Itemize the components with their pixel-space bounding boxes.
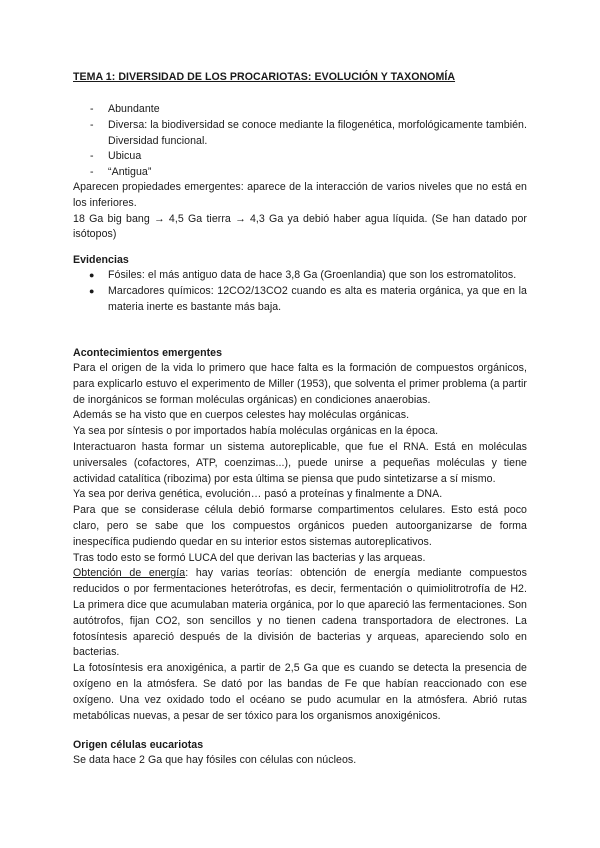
section-heading-acontecimientos: Acontecimientos emergentes <box>73 347 223 359</box>
acontecimientos-body <box>73 361 527 724</box>
list-item-text: Marcadores químicos: 12CO2/13CO2 cuando es alta es materia orgánica, ya que en la materia inerte es bastante más baja. <box>108 284 527 313</box>
list-item <box>73 149 527 165</box>
list-item-text: Ubicua <box>108 150 142 163</box>
section-heading-eucariotas: Origen células eucariotas <box>73 739 204 751</box>
list-marker: - <box>90 118 94 131</box>
paragraph: Para el origen de la vida lo primero que hace falta es la formación de compuestos orgánicos, para explicarlo estuvo el experimento de Miller (1953), que solventa el primer problema (a partir de inorgánicos se forman moléculas orgánicas) en condiciones anaerobias. <box>73 362 527 406</box>
list-marker: - <box>90 103 94 115</box>
energia-label: Obtención de energía <box>73 567 186 580</box>
list-item <box>73 102 527 118</box>
paragraph-energia <box>73 566 527 661</box>
list-item-text: Abundante <box>108 103 160 115</box>
paragraph: Ya sea por síntesis o por importados había moléculas orgánicas en la época. <box>73 425 439 438</box>
paragraph: La fotosíntesis era anoxigénica, a partir de 2,5 Ga que es cuando se detecta la presencia de oxígeno en la atmósfera. Se dató por las bandas de Fe que habían reaccionado con ese oxígeno. Una vez oxidado todo el océano se pudo acumular en la atmósfera. Abrió rutas metabólicas nuevas, a pesar de ser tóxico para los organismos anoxigénicos. <box>73 662 527 722</box>
intro-list <box>73 102 527 181</box>
bullet-icon: ● <box>89 285 95 296</box>
page-title: TEMA 1: DIVERSIDAD DE LOS PROCARIOTAS: EVOLUCIÓN Y TAXONOMÍA <box>73 71 456 83</box>
paragraph: Además se ha visto que en cuerpos celestes hay moléculas orgánicas. <box>73 409 410 422</box>
list-item <box>73 165 527 181</box>
paragraph: Tras todo esto se formó LUCA del que derivan las bacterias y las arqueas. <box>73 551 426 564</box>
energia-text: : hay varias teorías: obtención de energía mediante compuestos reducidos o por fermentaciones heterótrofas, es decir, fermentación o quimiolitrotrofía de H2. La primera dice que acumulaban materia orgánica, por lo que apareció las fermentaciones. Son autótrofos, fijan CO2, son sencillos y no tienen cadena transportadora de electrones. La fotosíntesis apareció después de la división de bacterias y arqueas, apareciendo solo en bacterias. <box>73 567 527 659</box>
list-item-text: Diversa: la biodiversidad se conoce mediante la filogenética, morfológicamente también. Diversidad funcional. <box>108 118 527 147</box>
intro-paragraphs <box>73 180 527 243</box>
list-item-text: Fósiles: el más antiguo data de hace 3,8 Ga (Groenlandia) que son los estromatolitos. <box>108 269 517 281</box>
list-marker: - <box>90 150 94 163</box>
paragraph: Para que se considerase célula debió formarse compartimentos celulares. Esto está poco claro, pero se sabe que los compuestos orgánicos pueden autoorganizarse de forma inespecífica pudiendo quedar en su interior estos sistemas autoreplicativos. <box>73 504 527 548</box>
list-item <box>73 118 527 150</box>
list-item <box>73 284 527 316</box>
evidencias-list <box>73 268 527 315</box>
section-heading-evidencias: Evidencias <box>73 254 129 266</box>
bullet-icon: ● <box>89 270 95 280</box>
paragraph: Interactuaron hasta formar un sistema autoreplicable, que fue el RNA. Está en moléculas universales (cofactores, ATP, coenzimas...), puede unirse a pequeñas moléculas y tiene actividad catalítica (ribozima) por esta última se piensa que pudo sintetizarse a sí mismo. <box>73 440 527 485</box>
list-marker: - <box>90 166 94 179</box>
paragraph: 18 Ga big bang → 4,5 Ga tierra → 4,3 Ga ya debió haber agua líquida. (Se han datado por isótopos) <box>73 212 527 241</box>
eucariotas-text: Se data hace 2 Ga que hay fósiles con células con núcleos. <box>73 754 357 766</box>
list-item-text: “Antigua” <box>108 166 152 179</box>
paragraph: Aparecen propiedades emergentes: aparece de la interacción de varios niveles que no está en los inferiores. <box>73 181 527 209</box>
paragraph: Ya sea por deriva genética, evolución… pasó a proteínas y finalmente a DNA. <box>73 488 443 501</box>
list-item <box>73 268 527 284</box>
